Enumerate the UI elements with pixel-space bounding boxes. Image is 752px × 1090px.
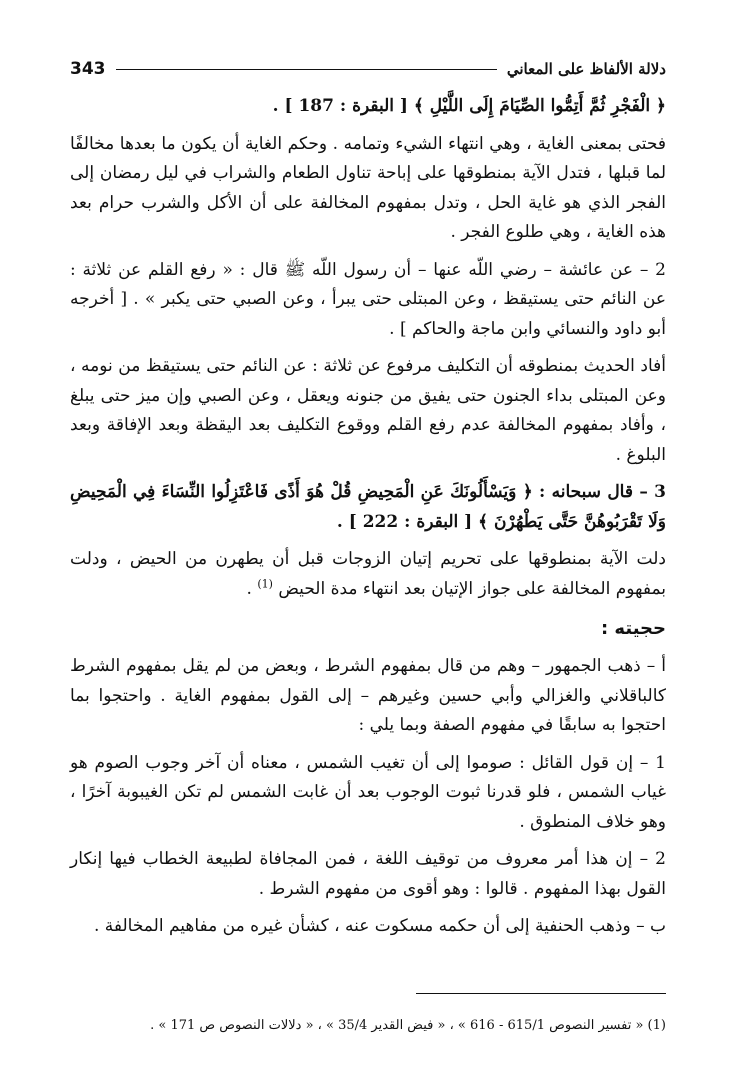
paragraph-explanation-hatta: فحتى بمعنى الغاية ، وهي انتهاء الشيء وتمامه . وحكم الغاية أن يكون ما بعدها مخالفًا لما قبلها ، فتدل الآية بمنطوقها على إباحة تناول الطعام والشراب في ليل رمضان إلى الفجر الذي هو غاية الحل ، وتدل بمفهوم المخالفة على أن الأكل والشرب حرام بعد هذه الغاية ، وهي طلوع الفجر . (70, 133, 666, 242)
paragraph-verse-explanation (70, 545, 666, 604)
paragraph-hadith-explanation: أفاد الحديث بمنطوقه أن التكليف مرفوع عن ثلاثة : عن النائم حتى يستيقظ من نومه ، وعن المبتلى بداء الجنون حتى يفيق من جنونه ويعقل ، وعن الصبي وإن ميز حتى يبلغ ، وأفاد بمفهوم المخالفة عدم رفع القلم ووقوع التكليف بعد اليقظة وبعد الإفاقة وبعد البلوغ . (70, 356, 666, 465)
paragraph-hanafi: ب – وذهب الحنفية إلى أن حكمه مسكوت عنه ، كشأن غيره من مفاهيم المخالفة . (93, 916, 666, 936)
running-header (70, 52, 666, 86)
paragraph-verse-mahid: 3 – قال سبحانه : ﴿ وَيَسْأَلُونَكَ عَنِ الْمَحِيضِ قُلْ هُوَ أَذًى فَاعْتَزِلُوا النِّسَاءَ فِي الْمَحِيضِ وَلَا تَقْرَبُوهُنَّ حَتَّى يَطْهُرْنَ ﴾ [ البقرة : 222 ] . (70, 482, 666, 532)
paragraph-hadith-aisha: 2 – عن عائشة – رضي اللّه عنها – أن رسول اللّه ﷺ قال : « رفع القلم عن ثلاثة : عن النائم حتى يستيقظ ، وعن المبتلى حتى يبرأ ، وعن الصبي حتى يكبر » . [ أخرجه أبو داود والنسائي وابن ماجة والحاكم ] . (70, 259, 666, 339)
paragraph-argument-2: 2 – إن هذا أمر معروف من توقيف اللغة ، فمن المجافاة لطبيعة الخطاب فيها إنكار القول بهذا المفهوم . قالوا : وهو أقوى من مفهوم الشرط . (70, 849, 666, 899)
page-number: 343 (70, 59, 106, 79)
header-rule (116, 69, 497, 70)
verse-explanation-text: دلت الآية بمنطوقها على تحريم إتيان الزوجات قبل أن يطهرن من الحيض ، ودلت بمفهوم المخالفة على جواز الإتيان بعد انتهاء مدة الحيض (70, 549, 666, 599)
verse-explanation-end: . (246, 578, 258, 599)
book-title: دلالة الألفاظ على المعاني (506, 60, 666, 78)
footnote: (1) « تفسير النصوص 615/1 - 616 » ، « فيض القدير 35/4 » ، « دلالات النصوص ص 171 » . (150, 1018, 666, 1033)
footnote-separator (416, 993, 666, 994)
paragraph-jumhur: أ – ذهب الجمهور – وهم من قال بمفهوم الشرط ، وبعض من لم يقل بمفهوم الشرط كالباقلاني والغزالي وأبي حسين وغيرهم – إلى القول بمفهوم الغاية . واحتجوا بما احتجوا به سابقًا في مفهوم الصفة وبما يلي : (70, 656, 666, 735)
quran-verse-continuation: ﴿ الْفَجْرِ ثُمَّ أَتِمُّوا الصِّيَامَ إِلَى اللَّيْلِ ﴾ [ البقرة : 187 ] . (272, 96, 666, 116)
paragraph-argument-1: 1 – إن قول القائل : صوموا إلى أن تغيب الشمس ، معناه أن آخر وجوب الصوم هو غياب الشمس ، فلو قدرنا ثبوت الوجوب بعد أن غابت الشمس لم تكن الغيبوبة آخرًا ، وهو خلاف المنطوق . (70, 752, 666, 832)
page-content (70, 52, 666, 942)
footnote-reference[interactable]: (1) (257, 576, 273, 590)
section-heading: حجيته : (600, 618, 666, 639)
